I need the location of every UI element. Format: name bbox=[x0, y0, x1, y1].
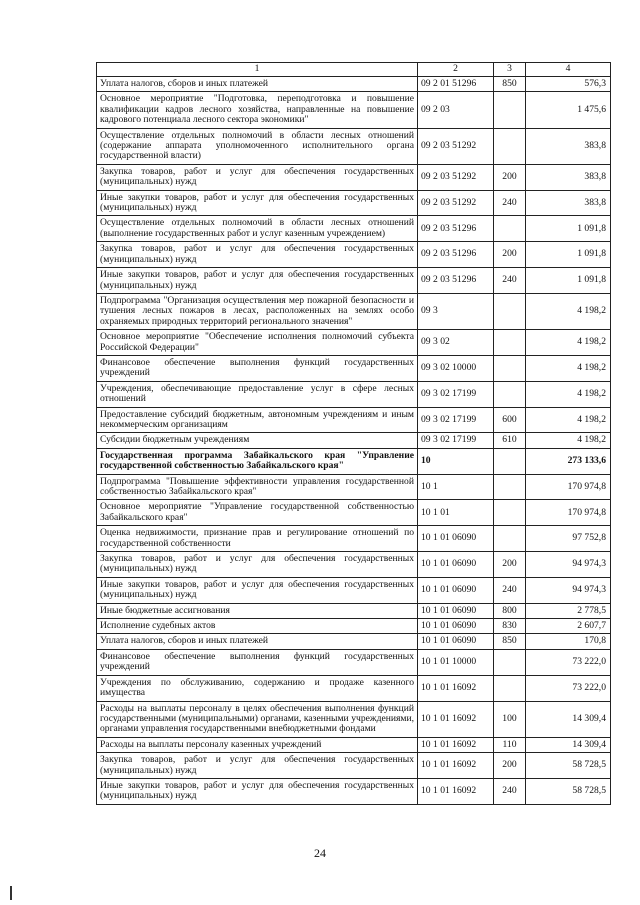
table-row bbox=[97, 778, 611, 804]
table-row bbox=[97, 433, 611, 448]
row-code: 10 1 01 16092 bbox=[418, 778, 494, 804]
row-type bbox=[494, 526, 526, 552]
scan-artifact bbox=[10, 886, 12, 900]
row-name: Расходы на выплаты персоналу в целях обеспечения выполнения функций государственными (муниципальными) органами, казенными учреждениями, органами управления государственными внебюджетными фондами bbox=[97, 701, 418, 737]
row-name: Учреждения по обслуживанию, содержанию и продаже казенного имущества bbox=[97, 675, 418, 701]
row-type: 830 bbox=[494, 619, 526, 634]
row-name: Закупка товаров, работ и услуг для обеспечения государственных (муниципальных) нужд bbox=[97, 164, 418, 190]
row-code: 10 1 01 16092 bbox=[418, 701, 494, 737]
row-amount: 1 091,8 bbox=[526, 242, 611, 268]
row-name: Учреждения, обеспечивающие предоставление услуг в сфере лесных отношений bbox=[97, 381, 418, 407]
row-name: Иные закупки товаров, работ и услуг для обеспечения государственных (муниципальных) нужд bbox=[97, 190, 418, 216]
row-code: 10 1 01 10000 bbox=[418, 649, 494, 675]
row-type: 600 bbox=[494, 407, 526, 433]
row-type: 200 bbox=[494, 164, 526, 190]
row-amount: 58 728,5 bbox=[526, 778, 611, 804]
table-row bbox=[97, 407, 611, 433]
row-code: 09 2 01 51296 bbox=[418, 77, 494, 92]
row-type: 850 bbox=[494, 634, 526, 649]
row-type bbox=[494, 293, 526, 329]
row-amount: 170,8 bbox=[526, 634, 611, 649]
row-type: 850 bbox=[494, 77, 526, 92]
table-row bbox=[97, 77, 611, 92]
row-code: 09 2 03 51292 bbox=[418, 190, 494, 216]
table-row bbox=[97, 634, 611, 649]
row-amount: 2 778,5 bbox=[526, 603, 611, 618]
table-row bbox=[97, 526, 611, 552]
row-name: Финансовое обеспечение выполнения функций государственных учреждений bbox=[97, 355, 418, 381]
row-name: Осуществление отдельных полномочий в области лесных отношений (содержание аппарата уполномоченного исполнительного органа государственной власти) bbox=[97, 128, 418, 164]
row-type: 240 bbox=[494, 577, 526, 603]
row-amount: 576,3 bbox=[526, 77, 611, 92]
row-amount: 94 974,3 bbox=[526, 577, 611, 603]
header-col-3: 3 bbox=[494, 63, 526, 77]
row-code: 09 2 03 51296 bbox=[418, 268, 494, 294]
row-amount: 97 752,8 bbox=[526, 526, 611, 552]
row-code: 09 3 02 17199 bbox=[418, 407, 494, 433]
row-type: 110 bbox=[494, 737, 526, 752]
row-type: 610 bbox=[494, 433, 526, 448]
row-type: 240 bbox=[494, 190, 526, 216]
row-type: 200 bbox=[494, 552, 526, 578]
row-type bbox=[494, 448, 526, 474]
row-amount: 383,8 bbox=[526, 190, 611, 216]
table-row bbox=[97, 242, 611, 268]
row-type bbox=[494, 128, 526, 164]
row-code: 09 2 03 bbox=[418, 92, 494, 128]
row-code: 09 2 03 51296 bbox=[418, 242, 494, 268]
row-name: Расходы на выплаты персоналу казенных учреждений bbox=[97, 737, 418, 752]
row-name: Основное мероприятие "Управление государственной собственностью Забайкальского края" bbox=[97, 500, 418, 526]
table-row bbox=[97, 381, 611, 407]
header-col-1: 1 bbox=[97, 63, 418, 77]
row-name: Субсидии бюджетным учреждениям bbox=[97, 433, 418, 448]
table-row bbox=[97, 268, 611, 294]
row-code: 09 3 02 17199 bbox=[418, 381, 494, 407]
row-amount: 4 198,2 bbox=[526, 330, 611, 356]
row-amount: 170 974,8 bbox=[526, 474, 611, 500]
row-type: 200 bbox=[494, 753, 526, 779]
row-name: Основное мероприятие "Подготовка, переподготовка и повышение квалификации кадров лесного хозяйства, направленные на повышение кадрового потенциала лесного сектора экономики" bbox=[97, 92, 418, 128]
row-name: Иные закупки товаров, работ и услуг для обеспечения государственных (муниципальных) нужд bbox=[97, 577, 418, 603]
row-code: 10 1 01 bbox=[418, 500, 494, 526]
row-amount: 383,8 bbox=[526, 164, 611, 190]
table-row bbox=[97, 355, 611, 381]
row-type bbox=[494, 330, 526, 356]
table-row bbox=[97, 164, 611, 190]
row-name: Исполнение судебных актов bbox=[97, 619, 418, 634]
row-type bbox=[494, 92, 526, 128]
row-name: Государственная программа Забайкальского края "Управление государственной собственностью Забайкальского края" bbox=[97, 448, 418, 474]
row-type: 240 bbox=[494, 778, 526, 804]
row-name: Закупка товаров, работ и услуг для обеспечения государственных (муниципальных) нужд bbox=[97, 242, 418, 268]
row-amount: 94 974,3 bbox=[526, 552, 611, 578]
row-code: 10 1 01 16092 bbox=[418, 675, 494, 701]
row-type bbox=[494, 355, 526, 381]
row-amount: 1 091,8 bbox=[526, 268, 611, 294]
row-name: Предоставление субсидий бюджетным, автономным учреждениям и иным некоммерческим организациям bbox=[97, 407, 418, 433]
row-amount: 1 091,8 bbox=[526, 216, 611, 242]
row-name: Финансовое обеспечение выполнения функций государственных учреждений bbox=[97, 649, 418, 675]
table-row bbox=[97, 701, 611, 737]
row-type bbox=[494, 381, 526, 407]
row-type bbox=[494, 474, 526, 500]
row-amount: 170 974,8 bbox=[526, 500, 611, 526]
budget-table bbox=[96, 62, 611, 805]
page-number: 24 bbox=[314, 846, 326, 860]
table-row bbox=[97, 552, 611, 578]
row-code: 10 1 01 06090 bbox=[418, 634, 494, 649]
row-type: 200 bbox=[494, 242, 526, 268]
row-code: 09 3 02 bbox=[418, 330, 494, 356]
table-row bbox=[97, 649, 611, 675]
row-amount: 4 198,2 bbox=[526, 407, 611, 433]
table-row bbox=[97, 619, 611, 634]
row-code: 10 1 01 06090 bbox=[418, 526, 494, 552]
row-code: 09 3 02 10000 bbox=[418, 355, 494, 381]
row-amount: 73 222,0 bbox=[526, 649, 611, 675]
row-amount: 383,8 bbox=[526, 128, 611, 164]
table-row bbox=[97, 737, 611, 752]
table-row bbox=[97, 293, 611, 329]
row-name: Оценка недвижимости, признание прав и регулирование отношений по государственной собственности bbox=[97, 526, 418, 552]
row-name: Закупка товаров, работ и услуг для обеспечения государственных (муниципальных) нужд bbox=[97, 753, 418, 779]
table-row bbox=[97, 190, 611, 216]
row-amount: 4 198,2 bbox=[526, 293, 611, 329]
row-code: 09 2 03 51292 bbox=[418, 128, 494, 164]
row-code: 10 1 01 06090 bbox=[418, 619, 494, 634]
header-col-4: 4 bbox=[526, 63, 611, 77]
row-name: Осуществление отдельных полномочий в области лесных отношений (выполнение государственных работ и услуг казенным учреждением) bbox=[97, 216, 418, 242]
row-code: 09 3 bbox=[418, 293, 494, 329]
table-row bbox=[97, 500, 611, 526]
row-type: 100 bbox=[494, 701, 526, 737]
table-row bbox=[97, 675, 611, 701]
table-row bbox=[97, 92, 611, 128]
row-type: 240 bbox=[494, 268, 526, 294]
row-amount: 14 309,4 bbox=[526, 701, 611, 737]
table-row bbox=[97, 577, 611, 603]
row-code: 09 2 03 51296 bbox=[418, 216, 494, 242]
row-code: 09 2 03 51292 bbox=[418, 164, 494, 190]
row-type bbox=[494, 649, 526, 675]
row-name: Иные бюджетные ассигнования bbox=[97, 603, 418, 618]
row-amount: 58 728,5 bbox=[526, 753, 611, 779]
table-header-row bbox=[97, 63, 611, 77]
row-code: 10 1 01 16092 bbox=[418, 753, 494, 779]
row-amount: 73 222,0 bbox=[526, 675, 611, 701]
table-row bbox=[97, 474, 611, 500]
header-col-2: 2 bbox=[418, 63, 494, 77]
row-name: Подпрограмма "Организация осуществления мер пожарной безопасности и тушения лесных пожаров в лесах, расположенных на землях особо охраняемых природных территорий регионального значения" bbox=[97, 293, 418, 329]
row-code: 10 1 01 06090 bbox=[418, 603, 494, 618]
row-name: Основное мероприятие "Обеспечение исполнения полномочий субъекта Российской Федерации" bbox=[97, 330, 418, 356]
row-type: 800 bbox=[494, 603, 526, 618]
table-row bbox=[97, 128, 611, 164]
row-code: 10 1 01 06090 bbox=[418, 552, 494, 578]
row-code: 10 1 01 06090 bbox=[418, 577, 494, 603]
row-amount: 2 607,7 bbox=[526, 619, 611, 634]
row-amount: 4 198,2 bbox=[526, 355, 611, 381]
row-name: Подпрограмма "Повышение эффективности управления государственной собственностью Забайкальского края" bbox=[97, 474, 418, 500]
row-amount: 4 198,2 bbox=[526, 381, 611, 407]
row-name: Иные закупки товаров, работ и услуг для обеспечения государственных (муниципальных) нужд bbox=[97, 268, 418, 294]
row-code: 10 bbox=[418, 448, 494, 474]
row-name: Иные закупки товаров, работ и услуг для обеспечения государственных (муниципальных) нужд bbox=[97, 778, 418, 804]
table-row bbox=[97, 753, 611, 779]
table-row bbox=[97, 448, 611, 474]
row-code: 10 1 bbox=[418, 474, 494, 500]
row-amount: 4 198,2 bbox=[526, 433, 611, 448]
row-name: Закупка товаров, работ и услуг для обеспечения государственных (муниципальных) нужд bbox=[97, 552, 418, 578]
row-amount: 273 133,6 bbox=[526, 448, 611, 474]
table-body bbox=[97, 63, 611, 805]
row-code: 10 1 01 16092 bbox=[418, 737, 494, 752]
table-row bbox=[97, 216, 611, 242]
table-row bbox=[97, 330, 611, 356]
row-code: 09 3 02 17199 bbox=[418, 433, 494, 448]
row-amount: 1 475,6 bbox=[526, 92, 611, 128]
row-amount: 14 309,4 bbox=[526, 737, 611, 752]
row-type bbox=[494, 500, 526, 526]
table-row bbox=[97, 603, 611, 618]
row-type bbox=[494, 216, 526, 242]
row-name: Уплата налогов, сборов и иных платежей bbox=[97, 77, 418, 92]
row-type bbox=[494, 675, 526, 701]
row-name: Уплата налогов, сборов и иных платежей bbox=[97, 634, 418, 649]
